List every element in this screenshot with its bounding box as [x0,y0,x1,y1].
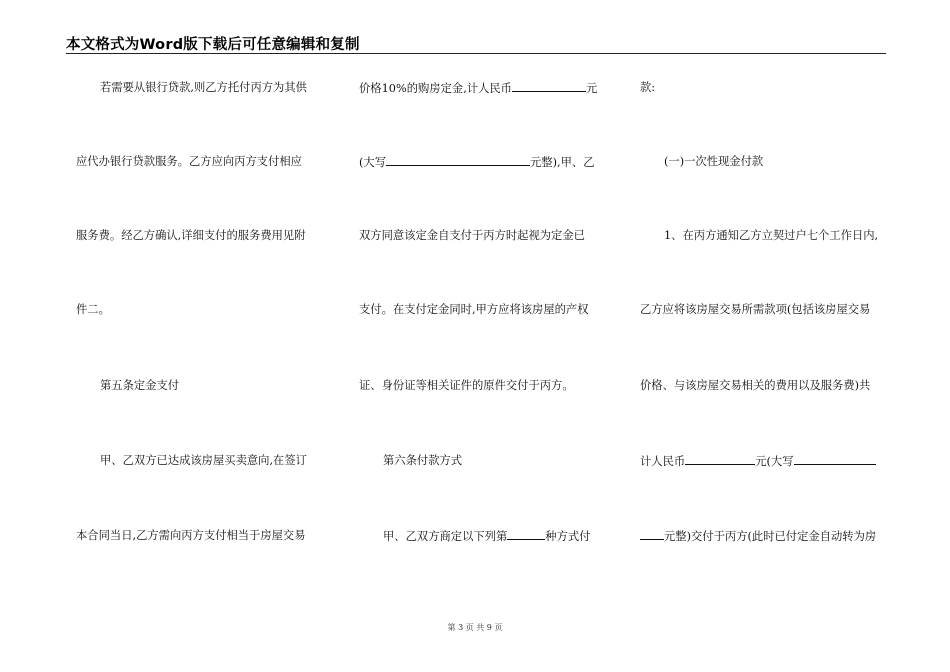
text-line: 服务费。经乙方确认,详细支付的服务费用见附 [76,229,306,242]
text-segment: 元整)交付于丙方(此时已付定金自动转为房 [664,530,877,543]
text-line [359,154,595,170]
text-segment: 计人民币 [640,455,686,468]
text-line: 款: [640,81,656,94]
header-divider [66,53,886,54]
text-line: 应代办银行贷款服务。乙方应向丙方支付相应 [76,155,302,168]
text-line: (一)一次性现金付款 [664,155,764,168]
text-line [359,80,597,96]
blank-underline [507,528,545,540]
page-number: 第 3 页 共 9 页 [447,623,503,632]
text-segment: 元(大写 [755,455,794,468]
blank-underline [794,453,876,465]
text-line: 本合同当日,乙方需向丙方支付相当于房屋交易 [76,529,306,542]
text-line: 乙方应将该房屋交易所需款项(包括该房屋交易 [640,303,871,316]
text-line: 证、身份证等相关证件的原件交付于丙方。 [359,379,574,392]
text-line: 若需要从银行贷款,则乙方托付丙方为其供 [100,81,307,94]
text-line [640,453,876,469]
section-heading: 第五条定金支付 [100,379,180,392]
text-line: 件二。 [76,303,110,316]
blank-underline [386,154,530,166]
text-column-3 [640,80,890,560]
page-header-title: 本文格式为Word版下载后可任意编辑和复制 [66,37,360,53]
text-line: 甲、乙双方已达成该房屋买卖意向,在签订 [100,454,307,467]
blank-underline [512,80,586,92]
text-line: 价格、与该房屋交易相关的费用以及服务费)共 [640,379,871,392]
text-column-1 [76,80,326,560]
text-segment: 甲、乙双方商定以下列第 [383,530,508,543]
text-segment: 元 [585,82,598,95]
blank-underline [685,453,755,465]
section-heading: 第六条付款方式 [383,454,463,467]
text-line: 双方同意该定金自支付于丙方时起视为定金已 [359,229,585,242]
text-segment: 价格10%的购房定金,计人民币 [359,82,512,95]
text-line [640,528,876,544]
text-segment: 种方式付 [545,530,591,543]
text-line [383,528,590,544]
blank-underline [640,528,664,540]
text-segment: 元整),甲、乙 [530,156,595,169]
text-line: 1、在丙方通知乙方立契过户七个工作日内, [664,229,879,242]
text-column-2 [359,80,609,560]
text-line: 支付。在支付定金同时,甲方应将该房屋的产权 [359,303,589,316]
text-segment: (大写 [359,156,387,169]
